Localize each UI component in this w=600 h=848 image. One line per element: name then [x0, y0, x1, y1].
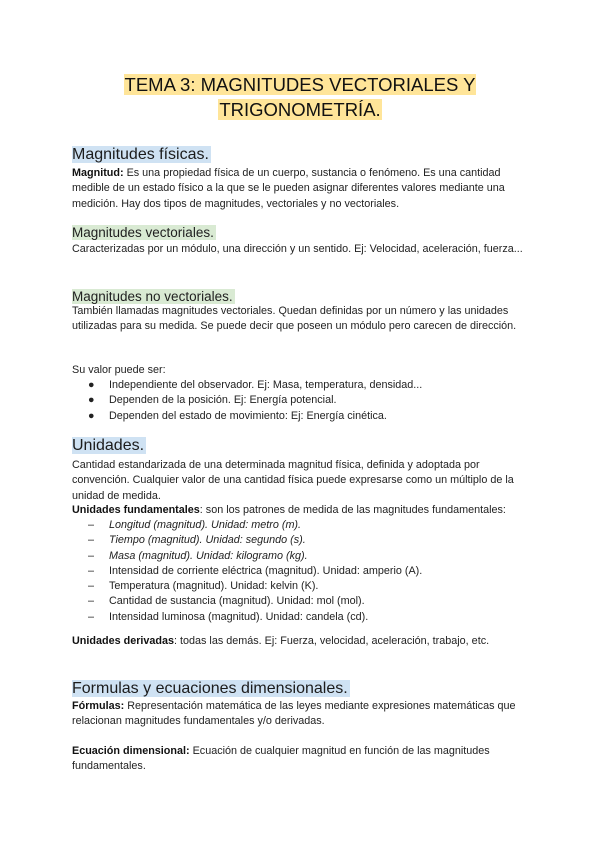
- bullet-marker: ●: [88, 409, 95, 422]
- list-item: ● Dependen del estado de movimiento: Ej: Energía cinética.: [72, 409, 542, 424]
- dash-marker: –: [88, 564, 95, 577]
- dash-marker: –: [88, 549, 95, 562]
- list-item: – Temperatura (magnitud). Unidad: kelvin (K).: [72, 579, 542, 594]
- paragraph-magnitud: [72, 166, 532, 212]
- dash-marker: –: [88, 519, 95, 531]
- heading-magnitudes-fisicas: Magnitudes físicas.: [72, 146, 209, 163]
- unidades-fundamentales-list: [72, 518, 542, 625]
- page-title: [0, 72, 600, 122]
- valor-bullet-list: [72, 378, 542, 424]
- title-line-1: TEMA 3: MAGNITUDES VECTORIALES Y: [124, 74, 476, 95]
- bullet-marker: ●: [88, 379, 95, 391]
- paragraph-vectoriales: Caracterizadas por un módulo, una dirección y un sentido. Ej: Velocidad, aceleración, fuerza...: [72, 243, 523, 255]
- paragraph-ecuacion-dimensional: Ecuación dimensional: Ecuación de cualquier magnitud en función de las magnitudes fundamentales.: [72, 745, 490, 773]
- list-item: – Cantidad de sustancia (magnitud). Unidad: mol (mol).: [72, 594, 542, 609]
- term-unidades-derivadas: Unidades derivadas: [72, 635, 175, 647]
- title-line-2: TRIGONOMETRÍA.: [219, 99, 381, 120]
- heading-magnitudes-vectoriales: Magnitudes vectoriales.: [72, 225, 214, 240]
- paragraph-formulas: Fórmulas: Representación matemática de las leyes mediante expresiones matemáticas que relacionan magnitudes fundamentales y/o derivadas.: [72, 700, 516, 728]
- bullet-marker: ●: [88, 394, 95, 407]
- list-item: – Longitud (magnitud). Unidad: metro (m).: [72, 518, 542, 533]
- heading-magnitudes-no-vectoriales: Magnitudes no vectoriales.: [72, 289, 233, 304]
- dash-marker: –: [88, 580, 95, 593]
- list-item: ● Independiente del observador. Ej: Masa, temperatura, densidad...: [72, 378, 542, 393]
- paragraph-unidades-derivadas: Unidades derivadas: todas las demás. Ej: Fuerza, velocidad, aceleración, trabajo, etc.: [72, 635, 490, 647]
- list-item: – Tiempo (magnitud). Unidad: segundo (s).: [72, 533, 542, 548]
- heading-unidades: Unidades.: [72, 437, 145, 454]
- heading-formulas-ecuaciones: Formulas y ecuaciones dimensionales.: [72, 680, 348, 697]
- list-item: ● Dependen de la posición. Ej: Energía potencial.: [72, 393, 542, 408]
- list-item: – Intensidad luminosa (magnitud). Unidad: candela (cd).: [72, 610, 542, 625]
- term-ecuacion-dimensional: Ecuación dimensional:: [72, 745, 190, 757]
- term-unidades-fundamentales: Unidades fundamentales: [72, 504, 200, 516]
- list-item: – Masa (magnitud). Unidad: kilogramo (kg).: [72, 549, 542, 564]
- term-magnitud: Magnitud:: [72, 167, 124, 179]
- magnitud-definition: Es una propiedad física de un cuerpo, sustancia o fenómeno. Es una cantidad medible de un estado físico a la que se le pueden asignar diferentes valores mediante una medición. Hay dos tipos de magnitudes, vectoriales y no vectoriales.: [72, 167, 505, 210]
- list-item: – Intensidad de corriente eléctrica (magnitud). Unidad: amperio (A).: [72, 564, 542, 579]
- valor-intro: Su valor puede ser:: [72, 364, 166, 376]
- dash-marker: –: [88, 610, 95, 623]
- dash-marker: –: [88, 595, 95, 608]
- paragraph-no-vectoriales: También llamadas magnitudes vectoriales. Quedan definidas por un número y las unidades utilizadas para su medida. Se puede decir que poseen un módulo pero carecen de dirección.: [72, 305, 517, 333]
- paragraph-unidades: Cantidad estandarizada de una determinada magnitud física, definida y adoptada por convención. Cualquier valor de una cantidad física puede expresarse como un múltiplo de la unidad de medida.: [72, 459, 514, 502]
- paragraph-unidades-fundamentales: Unidades fundamentales: son los patrones de medida de las magnitudes fundamentales:: [72, 504, 506, 516]
- dash-marker: –: [88, 534, 95, 547]
- term-formulas: Fórmulas:: [72, 700, 125, 712]
